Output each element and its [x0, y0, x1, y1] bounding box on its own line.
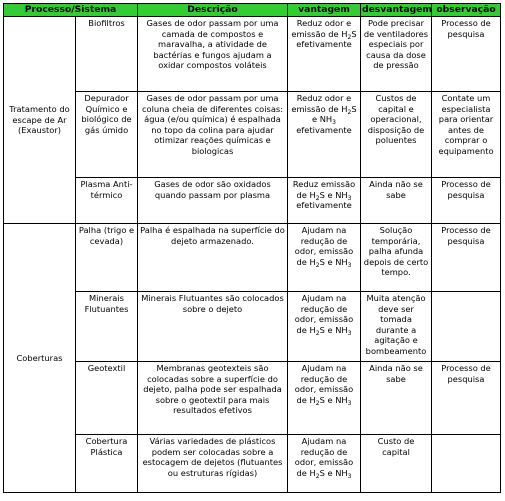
observation-cell: Processo de pesquisa — [432, 224, 501, 292]
disadvantage-cell: Custo de capital — [361, 435, 432, 493]
header-descricao: Descrição — [138, 4, 288, 17]
header-row — [4, 4, 501, 17]
group-label-coberturas: Coberturas — [4, 224, 76, 493]
advantage-cell: Ajudam na redução de odor, emissão de $H_2S$ e $NH_3$ — [288, 362, 361, 435]
odor-control-table — [3, 3, 501, 493]
description-cell: Membranas geotexteis são colocadas sobre a superfície do dejeto, palha pode ser espalhada sobre o geotextil para mais resultados efetivos — [138, 362, 288, 435]
system-cell: Biofiltros — [76, 17, 138, 92]
system-cell: Minerais Flutuantes — [76, 292, 138, 362]
advantage-cell: Reduz emissão de $H_2S$ e $NH_3$ efetivamente — [288, 178, 361, 224]
disadvantage-cell: Ainda não se sabe — [361, 362, 432, 435]
table-row — [4, 17, 501, 92]
disadvantage-cell: Custos de capital e operacional, disposição de poluentes — [361, 92, 432, 178]
header-desvantagem: desvantagem — [362, 3, 432, 15]
disadvantage-cell: Muita atenção deve ser tomada durante a agitação e bombeamento — [361, 292, 432, 362]
header-observacao: observação — [432, 4, 501, 17]
observation-cell — [432, 435, 501, 493]
system-cell: Palha (trigo e cevada) — [76, 224, 138, 292]
system-cell: Plasma Anti-térmico — [76, 178, 138, 224]
observation-cell: Contate um especialista para orientar antes de comprar o equipamento — [432, 92, 501, 178]
group-label-exhaust: Tratamento do escape de Ar (Exaustor) — [4, 17, 76, 224]
system-cell: Depurador Químico e biológico de gás úmido — [76, 92, 138, 178]
disadvantage-cell: Solução temporária, palha afunda depois de certo tempo. — [361, 224, 432, 292]
header-processo-sistema: Processo/Sistema — [4, 4, 138, 17]
advantage-cell: Reduz odor e emissão de $H_2S$ efetivamente — [288, 17, 361, 92]
table-row — [4, 362, 501, 435]
table-row — [4, 92, 501, 178]
advantage-cell: Reduz odor e emissão de $H_2S$ e $NH_3$ efetivamente — [288, 92, 361, 178]
system-cell: Cobertura Plástica — [76, 435, 138, 493]
system-cell: Geotextil — [76, 362, 138, 435]
description-cell: Várias variedades de plásticos podem ser colocadas sobre a estocagem de dejetos (flutuantes ou estruturas rígidas) — [138, 435, 288, 493]
table-row — [4, 224, 501, 292]
description-cell: Palha é espalhada na superfície do dejeto armazenado. — [138, 224, 288, 292]
advantage-cell: Ajudam na redução de odor, emissão de $H_2S$ e $NH_3$ — [288, 224, 361, 292]
header-vantagem: vantagem — [288, 4, 361, 17]
description-cell: Minerais Flutuantes são colocados sobre o dejeto — [138, 292, 288, 362]
table-row — [4, 292, 501, 362]
description-cell: Gases de odor passam por uma camada de compostos e maravalha, a atividade de bactérias e fungos ajudam a oxidar compostos voláteis — [138, 17, 288, 92]
disadvantage-cell: Pode precisar de ventiladores especiais por causa da dose de pressão — [361, 17, 432, 92]
description-cell: Gases de odor são oxidados quando passam por plasma — [138, 178, 288, 224]
advantage-cell: Ajudam na redução de odor, emissão de $H_2S$ e $NH_3$ — [288, 435, 361, 493]
advantage-cell: Ajudam na redução de odor, emissão de $H_2S$ e $NH_3$ — [288, 292, 361, 362]
table-row — [4, 178, 501, 224]
observation-cell — [432, 292, 501, 362]
observation-cell: Processo de pesquisa — [432, 17, 501, 92]
observation-cell: Processo de pesquisa — [432, 362, 501, 435]
disadvantage-cell: Ainda não se sabe — [361, 178, 432, 224]
description-cell: Gases de odor passam por uma coluna cheia de diferentes coisas: água (e/ou química) é espalhada no topo da colina para ajudar otimizar reações químicas e biologicas — [138, 92, 288, 178]
table-row — [4, 435, 501, 493]
observation-cell: Processo de pesquisa — [432, 178, 501, 224]
